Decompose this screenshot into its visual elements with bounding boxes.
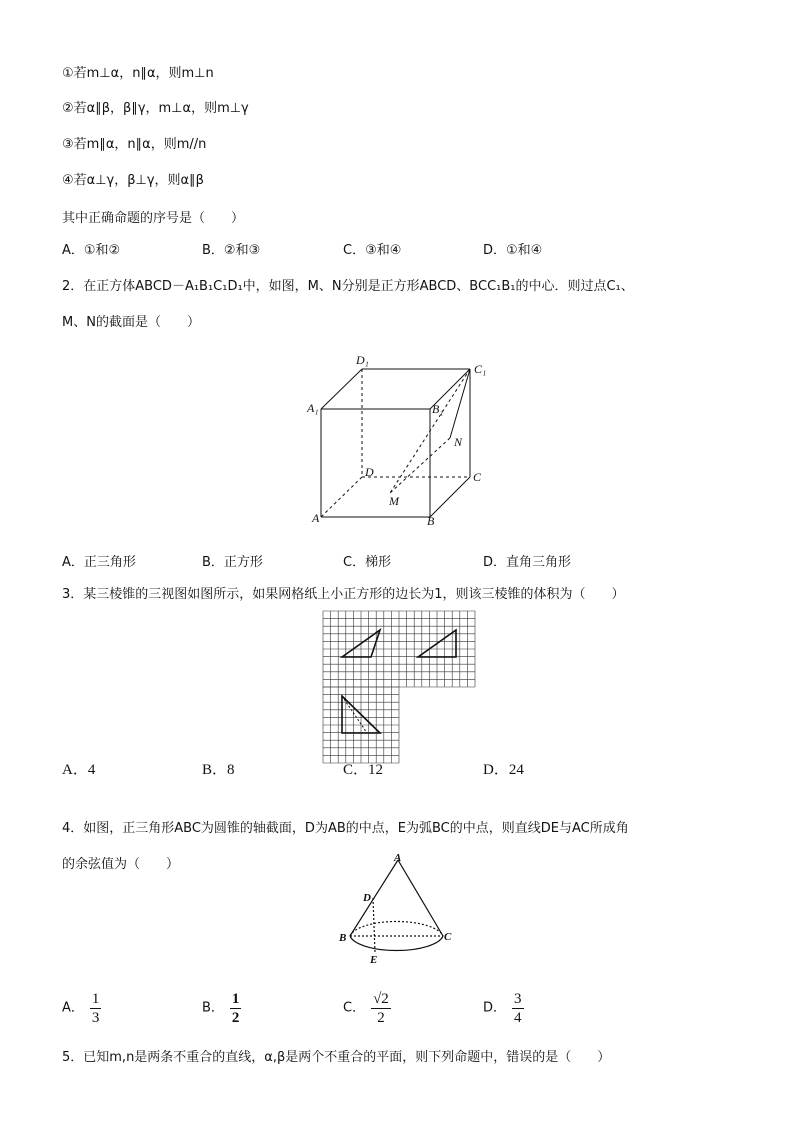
label-C1: C₁	[474, 362, 487, 376]
q4-option-d[interactable]: D． $\frac{3}{4}$	[483, 991, 522, 1026]
q1-statement-4: ④若α⊥γ，β⊥γ，则α∥β	[62, 173, 204, 188]
label-B1: B₁	[432, 402, 444, 416]
label-A1: A₁	[307, 401, 319, 415]
label-B: B	[427, 514, 435, 528]
q1-option-b[interactable]: B．②和③	[202, 243, 261, 258]
q5-stem: 5．已知m,n是两条不重合的直线，α,β是两个不重合的平面，则下列命题中，错误的是（ ）	[62, 1050, 611, 1065]
label-D: D	[365, 465, 374, 479]
label-D1: D₁	[356, 353, 369, 367]
q1-option-a[interactable]: A．①和②	[62, 243, 121, 258]
q4-option-b[interactable]: B． $\frac{1}{2}$	[202, 991, 240, 1026]
q3-option-b[interactable]: B．8	[202, 762, 235, 778]
q1-option-d[interactable]: D．①和④	[483, 243, 543, 258]
q1-prompt: 其中正确命题的序号是（ ）	[62, 211, 245, 226]
cone-label-E: E	[370, 954, 378, 966]
q3-option-c[interactable]: C．12	[343, 762, 384, 778]
q2-stem-line-1: 2．在正方体ABCD－A₁B₁C₁D₁中，如图，M、N分别是正方形ABCD、BCC₁B₁的中心．则过点C₁、	[62, 279, 634, 294]
label-M: M	[389, 494, 399, 508]
q4-option-a[interactable]: A． $\frac{1}{3}$	[62, 991, 100, 1026]
label-N: N	[454, 435, 463, 449]
q3-option-a[interactable]: A．4	[62, 762, 96, 778]
q4-stem-line-2: 的余弦值为（ ）	[62, 857, 180, 872]
label-C: C	[473, 470, 482, 484]
q1-option-c[interactable]: C．③和④	[343, 243, 402, 258]
cone-label-C: C	[444, 931, 452, 943]
q1-statement-3: ③若m∥α，n∥α，则m//n	[62, 137, 207, 152]
q1-statement-2: ②若α∥β，β∥γ，m⊥α，则m⊥γ	[62, 101, 249, 116]
cone-label-D: D	[363, 892, 371, 904]
q2-option-c[interactable]: C．梯形	[343, 555, 392, 570]
q2-stem-line-2: M、N的截面是（ ）	[62, 315, 200, 330]
cone-label-B: B	[339, 932, 347, 944]
q2-option-a[interactable]: A．正三角形	[62, 555, 136, 570]
q1-statement-1: ①若m⊥α，n∥α，则m⊥n	[62, 66, 214, 81]
q4-stem-line-1: 4．如图，正三角形ABC为圆锥的轴截面，D为AB的中点，E为弧BC的中点，则直线DE与AC所成角	[62, 821, 629, 836]
q2-option-b[interactable]: B．正方形	[202, 555, 263, 570]
q4-option-c[interactable]: C． $\frac{√2}{2}$	[343, 991, 389, 1026]
q3-option-d[interactable]: D．24	[483, 762, 524, 778]
label-A: A	[312, 511, 320, 525]
q2-option-d[interactable]: D．直角三角形	[483, 555, 572, 570]
q3-stem: 3．某三棱锥的三视图如图所示，如果网格纸上小正方形的边长为1，则该三棱锥的体积为（ ）	[62, 587, 625, 602]
cone-label-A: A	[394, 852, 402, 864]
